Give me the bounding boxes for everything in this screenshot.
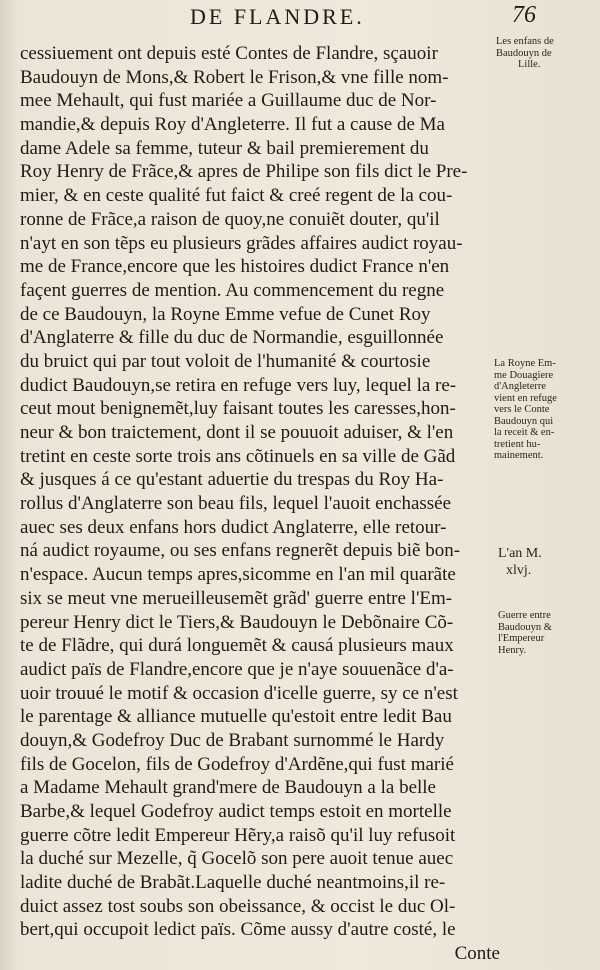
text-line: pereur Henry dict le Tiers,& Baudouyn le Debõnaire Cõ- [20,611,454,633]
page-header [0,0,600,40]
margin-note-children-of-baudouyn [496,36,586,71]
text-line: n'espace. Aucun temps apres,sicomme en l'an mil quarãte [20,564,456,586]
text-line: audict païs de Flandre,encore que je n'aye souuenãce d'a- [20,658,454,680]
margin-note-line: Henry. [498,644,527,656]
text-line: Roy Henry de Frãce,& apres de Philipe son fils dict le Pre- [20,161,468,183]
margin-note-line: la receit & en- [494,427,555,438]
margin-note-line: L'an M. [498,546,542,561]
text-line: n'ayt en son tẽps eu plusieurs grãdes affaires audict royau- [20,232,463,254]
text-line: neur & bon traictement, dont il se pouuoit aduiser, & l'en [20,422,454,443]
text-line: cessiuement ont depuis esté Contes de Flandre, sçauoir [20,43,438,64]
text-line: duict assez tost soubs son obeissance, & occist le duc Ol- [20,895,456,917]
text-line: façent guerres de mention. Au commencement du regne [20,279,445,301]
text-line: dudict Baudouyn,se retira en refuge vers luy, lequel la re- [20,374,457,396]
text-line: uoir trouué le motif & occasion d'icelle guerre, sy ce n'est [20,682,458,704]
margin-note-year [498,545,588,579]
text-line: Baudouyn de Mons,& Robert le Frison,& vne fille nom- [20,66,449,88]
margin-note-line: vient en refuge [494,392,557,404]
text-line: te de Flãdre, qui durá longuemẽt & causá plusieurs maux [20,635,454,657]
text-line: bert,qui occupoit ledict païs. Cõme aussy d'autre costé, le [20,919,456,941]
margin-note-line: d'Angleterre [494,381,547,392]
text-line: rollus d'Anglaterre son beau fils, lequel l'auoit enchassée [20,493,452,515]
text-line: mandie,& depuis Roy d'Angleterre. Il fut a cause de Ma [20,114,445,136]
text-line: d'Anglaterre & fille du duc de Normandie, esguillonnée [20,327,444,349]
margin-note-line: Guerre entre [498,610,551,621]
text-line: la duché sur Mezelle, q̃ Gocelõ son pere auoit tenue auec [20,848,454,870]
text-line: ná audict royaume, ou ses enfans regnerẽt depuis biẽ bon- [20,540,461,562]
running-title: DE FLANDRE. [190,4,365,29]
text-line: me de France,encore que les histoires dudict France n'en [20,256,450,278]
margin-note-line: Baudouyn qui [494,415,554,427]
margin-note-queen-emme [494,358,584,462]
text-line: de ce Baudouyn, la Royne Emme vefue de Cunet Roy [20,303,431,325]
text-line: du bruict qui par tout voloit de l'humanité & courtosie [20,350,431,372]
text-line: fils de Gocelon, fils de Godefroy d'Ardẽne,qui fust marié [20,753,454,775]
text-line: ladite duché de Brabãt.Laquelle duché neantmoins,il re- [20,872,446,894]
main-text-block [20,42,500,966]
margin-note-line: mainement. [494,450,544,461]
margin-note-line: vers le Conte [494,404,550,415]
margin-note-line: tretient hu- [494,438,541,450]
margin-note-line: l'Empereur [498,633,545,644]
text-line: six se meut vne merueilleusemẽt grãd' guerre entre l'Em- [20,587,453,609]
margin-note-line: Lille. [518,59,541,70]
text-line: a Madame Mehault grand'mere de Baudouyn a la belle [20,777,436,799]
text-line: & jusques á ce qu'estant aduertie du trespas du Roy Ha- [20,469,444,491]
text-line: ceut mout benignemẽt,luy faisant toutes les caresses,hon- [20,398,456,420]
text-line: mee Mehault, qui fust mariée a Guillaume duc de Nor- [20,90,437,112]
margin-note-line: me Douagiere [494,369,554,381]
text-line: auec ses deux enfans hors dudict Anglaterre, elle retour- [20,516,447,538]
margin-note-line: Les enfans de [496,36,554,47]
margin-note-line: Baudouyn de [496,47,552,59]
text-line: le parentage & alliance mutuelle qu'estoit entre ledit Bau [20,706,452,728]
margin-note-line: Baudouyn & [498,621,552,633]
text-line: ronne de Frãce,a raison de quoy,ne conuiẽt douter, qu'il [20,208,440,230]
text-line: tretint en ceste sorte trois ans cõtinuels en sa ville de Gãd [20,445,456,467]
page-number: 76 [512,2,536,28]
catchword: Conte [454,943,500,965]
text-line: Barbe,& lequel Godefroy audict temps estoit en mortelle [20,801,452,822]
text-line: mier, & en ceste qualité fut faict & creé regent de la cou- [20,185,453,207]
text-line: guerre cõtre ledit Empereur Hẽry,a raisõ qu'il luy refusoit [20,824,456,846]
margin-note-war [498,610,588,656]
margin-note-line: xlvj. [506,563,532,578]
text-line: douyn,& Godefroy Duc de Brabant surnommé le Hardy [20,729,445,751]
text-line: dame Adele sa femme, tuteur & bail premierement du [20,137,429,159]
margin-note-line: La Royne Em- [494,358,556,369]
